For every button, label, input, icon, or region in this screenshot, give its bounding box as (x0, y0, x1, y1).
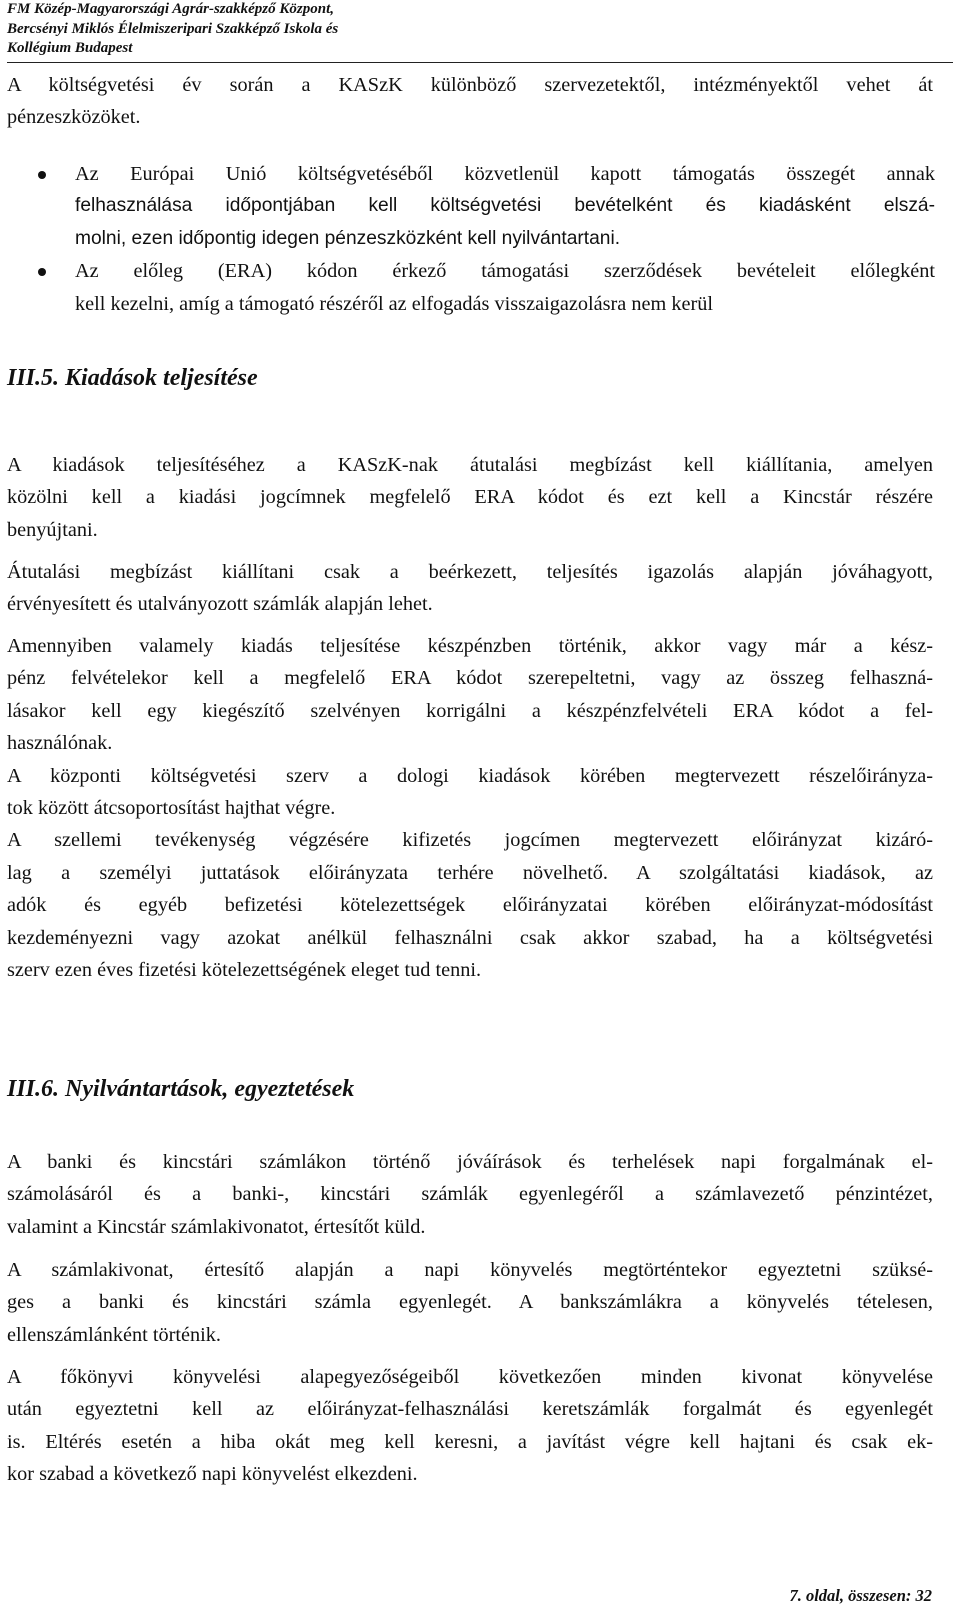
text-line: pénzeszközöket. (7, 106, 141, 129)
text-line: Amennyiben valamely kiadás teljesítése készpénzben történik, akkor vagy már a kész- (7, 635, 933, 657)
text-line: ges a banki és kincstári számla egyenlegét. A bankszámlákra a könyvelés tételesen, (7, 1291, 933, 1314)
text-line: pénz felvételekor kell a megfelelő ERA kódot szerepeltetni, vagy az összeg felhaszná- (7, 667, 933, 690)
section-heading: III.5. Kiadások teljesítése (7, 365, 258, 391)
bullet-dot-icon (38, 171, 46, 179)
intro-paragraph (7, 69, 933, 134)
paragraph (7, 630, 933, 986)
text-line: Az Európai Unió költségvetéséből közvetlenül kapott támogatás összegét annak (75, 163, 935, 185)
text-line: Az előleg (ERA) kódon érkező támogatási szerződések bevételeit előlegként (75, 260, 935, 283)
section-heading: III.6. Nyilvántartások, egyeztetések (7, 1076, 355, 1102)
text-line: használónak. (7, 732, 113, 755)
header-line: FM Közép-Magyarországi Agrár-szakképző Központ, (7, 1, 334, 17)
text-line: számolásáról és a banki-, kincstári számlák egyenlegéről a számlavezető pénzintézet, (7, 1183, 933, 1206)
text-line: molni, ezen időpontig idegen pénzeszközként kell nyilvántartani. (75, 227, 621, 249)
paragraph (7, 1146, 933, 1243)
text-line: kell kezelni, amíg a támogató részéről az elfogadás visszaigazolásra nem kerül (75, 292, 714, 315)
text-line: A költségvetési év során a KASzK különböző szervezetektől, intézményektől vehet át (7, 74, 933, 96)
paragraph (7, 449, 933, 546)
text-line: érvényesített és utalványozott számlák alapján lehet. (7, 593, 433, 616)
bullet-list (7, 158, 935, 320)
text-line: ellenszámlánként történik. (7, 1323, 222, 1346)
text-line: is. Eltérés esetén a hiba okát meg kell keresni, a javítást végre kell hajtani és csak ek- (7, 1430, 933, 1453)
paragraph (7, 556, 933, 621)
text-line: valamint a Kincstár számlakivonatot, értesítőt küld. (7, 1215, 426, 1238)
text-line: A szellemi tevékenység végzésére kifizetés jogcímen megtervezett előirányzat kizáró- (7, 829, 933, 852)
text-line: benyújtani. (7, 518, 98, 541)
paragraph (7, 1361, 933, 1491)
text-line: A banki és kincstári számlákon történő jóváírások és terhelések napi forgalmának el- (7, 1151, 933, 1173)
header-line: Bercsényi Miklós Élelmiszeripari Szakképző Iskola és (7, 20, 339, 37)
text-line: kor szabad a következő napi könyvelést elkezdeni. (7, 1463, 418, 1486)
text-line: után egyeztetni kell az előirányzat-felhasználási keretszámlák forgalmát és egyenlegét (7, 1398, 933, 1421)
text-line: tok között átcsoportosítást hajthat végre. (7, 797, 336, 820)
text-line: lásakor kell egy kiegészítő szelvényen korrigálni a készpénzfelvételi ERA kódot a fel- (7, 699, 933, 722)
text-line: A kiadások teljesítéséhez a KASzK-nak átutalási megbízást kell kiállítania, amelyen (7, 454, 933, 476)
bullet-item (7, 158, 935, 255)
text-line: lag a személyi juttatások előirányzata terhére növelhető. A szolgáltatási kiadások, az (7, 861, 933, 884)
bullet-dot-icon (38, 268, 46, 276)
text-line: szerv ezen éves fizetési kötelezettségének eleget tud tenni. (7, 959, 482, 982)
text-line: Átutalási megbízást kiállítani csak a beérkezett, teljesítés igazolás alapján jóváhagyott, (7, 561, 933, 583)
page-number: 7. oldal, összesen: 32 (789, 1586, 932, 1605)
header-divider (7, 62, 953, 63)
paragraph (7, 1254, 933, 1351)
text-line: A főkönyvi könyvelési alapegyezőségeiből következően minden kivonat könyvelése (7, 1366, 933, 1388)
text-line: kezdeményezni vagy azokat anélkül felhasználni csak akkor szabad, ha a költségvetési (7, 926, 933, 949)
text-line: adók és egyéb befizetési kötelezettségek előirányzatai körében előirányzat-módosítást (7, 894, 933, 917)
text-line: A számlakivonat, értesítő alapján a napi könyvelés megtörténtekor egyeztetni szüksé- (7, 1259, 933, 1281)
text-line: A központi költségvetési szerv a dologi kiadások körében megtervezett részelőirányza- (7, 764, 933, 787)
header-line: Kollégium Budapest (7, 40, 133, 56)
bullet-item (7, 255, 935, 320)
text-line: felhasználása időpontjában kell költségvetési bevételként és kiadásként elszá- (75, 195, 935, 217)
page-header (7, 0, 727, 59)
text-line: közölni kell a kiadási jogcímnek megfelelő ERA kódot és ezt kell a Kincstár részére (7, 486, 933, 509)
